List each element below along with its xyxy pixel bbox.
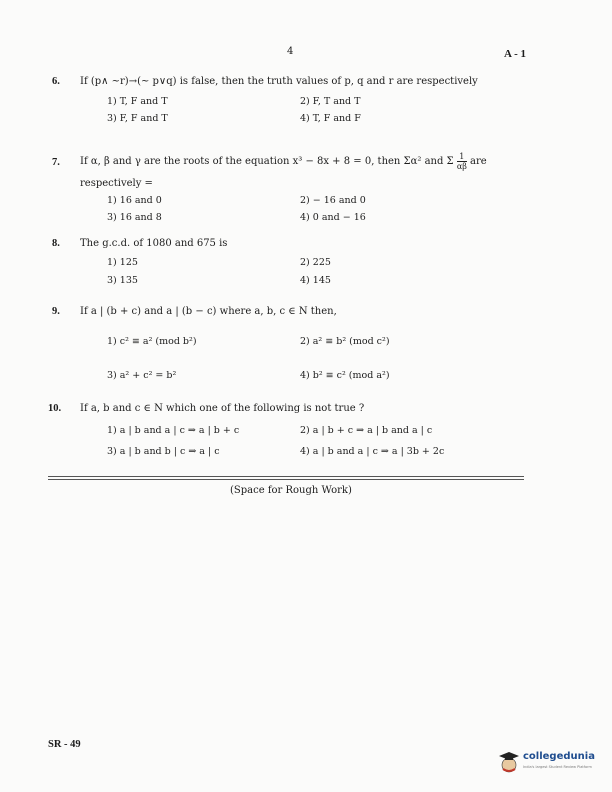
question-number: 6. bbox=[52, 76, 60, 87]
option: 2) a | b + c ⇒ a | b and a | c bbox=[300, 425, 433, 436]
option: 3) F, F and T bbox=[107, 113, 168, 124]
option: 4) 0 and − 16 bbox=[300, 212, 366, 223]
logo-tagline: India's largest Student Review Platform bbox=[523, 765, 592, 769]
divider-line bbox=[48, 476, 524, 477]
logo-text: collegedunia bbox=[523, 751, 595, 762]
question-text: If (p∧ ~r)→(~ p∨q) is false, then the truth values of p, q and r are respectively bbox=[80, 76, 478, 87]
option: 3) a² + c² = b² bbox=[107, 370, 177, 381]
option: 4) a | b and a | c ⇒ a | 3b + 2c bbox=[300, 446, 445, 457]
question-text bbox=[80, 152, 487, 171]
fraction-denominator: αβ bbox=[456, 162, 467, 171]
option: 2) a² ≡ b² (mod c²) bbox=[300, 336, 390, 347]
option: 1) a | b and a | c ⇒ a | b + c bbox=[107, 425, 240, 436]
option: 1) c² ≡ a² (mod b²) bbox=[107, 336, 197, 347]
graduate-cap-icon bbox=[498, 750, 520, 774]
rough-work-label: (Space for Rough Work) bbox=[230, 485, 352, 496]
option: 4) T, F and F bbox=[300, 113, 361, 124]
question-number: 9. bbox=[52, 306, 60, 317]
page-number: 4 bbox=[287, 46, 294, 57]
question-number: 8. bbox=[52, 238, 60, 249]
option: 1) T, F and T bbox=[107, 96, 168, 107]
question-number: 10. bbox=[48, 403, 62, 414]
option: 2) F, T and T bbox=[300, 96, 361, 107]
question-text-line: respectively = bbox=[80, 178, 153, 189]
option: 2) 225 bbox=[300, 257, 331, 268]
question-number: 7. bbox=[52, 157, 60, 168]
question-text: If a, b and c ∈ N which one of the following is not true ? bbox=[80, 403, 365, 414]
option: 1) 125 bbox=[107, 257, 138, 268]
option: 2) − 16 and 0 bbox=[300, 195, 366, 206]
option: 1) 16 and 0 bbox=[107, 195, 162, 206]
option: 4) 145 bbox=[300, 275, 331, 286]
footer-code: SR - 49 bbox=[48, 739, 81, 750]
question-text: The g.c.d. of 1080 and 675 is bbox=[80, 238, 228, 249]
option: 3) 135 bbox=[107, 275, 138, 286]
divider-line bbox=[48, 479, 524, 480]
option: 3) a | b and b | c ⇒ a | c bbox=[107, 446, 220, 457]
fraction bbox=[457, 152, 467, 171]
collegedunia-logo bbox=[498, 748, 598, 776]
fraction-numerator: 1 bbox=[457, 152, 467, 162]
question-text-part: If α, β and γ are the roots of the equation x³ − 8x + 8 = 0, then Σα² and Σ bbox=[80, 156, 454, 167]
paper-code: A - 1 bbox=[504, 48, 526, 60]
option: 4) b² ≡ c² (mod a²) bbox=[300, 370, 390, 381]
option: 3) 16 and 8 bbox=[107, 212, 162, 223]
question-text-part: are bbox=[470, 156, 487, 167]
question-text: If a | (b + c) and a | (b − c) where a, b, c ∈ N then, bbox=[80, 306, 337, 317]
